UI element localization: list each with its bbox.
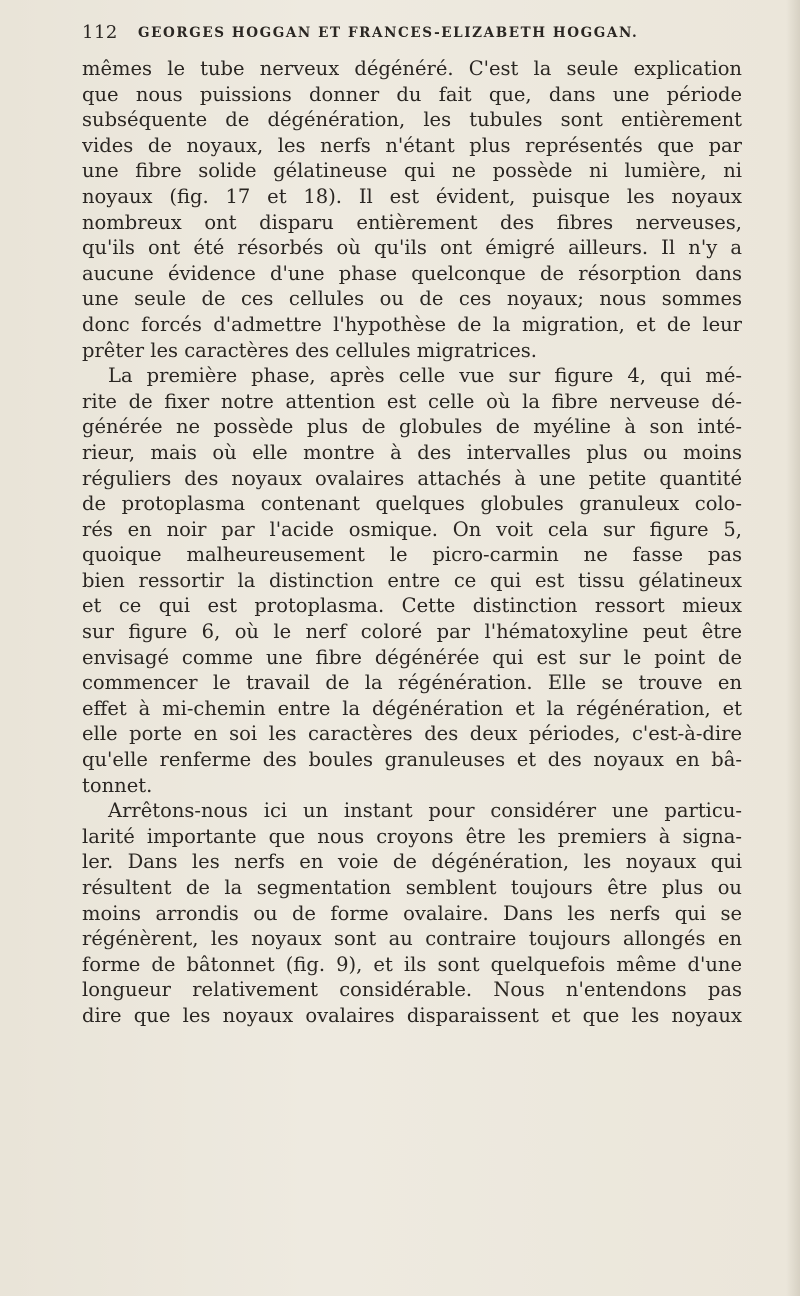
text-line: prêter les caractères des cellules migratrices.	[82, 338, 538, 362]
body-text	[82, 56, 742, 1029]
text-line: sur figure 6, où le nerf coloré par l'hématoxyline peut être	[82, 620, 742, 644]
text-line: générée ne possède plus de globules de myéline à son inté-	[82, 415, 742, 439]
page-number: 112	[82, 22, 118, 43]
text-line: longueur relativement considérable. Nous n'entendons pas	[82, 978, 742, 1002]
text-line: régénèrent, les noyaux sont au contraire toujours allongés en	[82, 927, 742, 951]
text-line: rés en noir par l'acide osmique. On voit cela sur figure 5,	[82, 517, 742, 541]
text-line: que nous puissions donner du fait que, dans une période	[82, 82, 742, 106]
running-head: GEORGES HOGGAN ET FRANCES-ELIZABETH HOGGAN.	[138, 25, 639, 41]
text-line: une fibre solide gélatineuse qui ne possède ni lumière, ni	[82, 159, 742, 183]
text-line: Arrêtons-nous ici un instant pour considérer une particu-	[108, 799, 742, 823]
text-line: qu'ils ont été résorbés où qu'ils ont émigré ailleurs. Il n'y a	[82, 236, 742, 260]
text-line: noyaux (fig. 17 et 18). Il est évident, puisque les noyaux	[82, 184, 742, 208]
text-line: commencer le travail de la régénération. Elle se trouve en	[82, 671, 742, 695]
text-line: rite de fixer notre attention est celle où la fibre nerveuse dé-	[82, 389, 742, 413]
page-edge-shadow	[786, 0, 800, 1296]
text-line: une seule de ces cellules ou de ces noyaux; nous sommes	[82, 287, 742, 311]
text-line: qu'elle renferme des boules granuleuses et des noyaux en bâ-	[82, 748, 742, 772]
text-line: ler. Dans les nerfs en voie de dégénération, les noyaux qui	[82, 850, 742, 874]
text-line: moins arrondis ou de forme ovalaire. Dans les nerfs qui se	[82, 901, 742, 925]
text-line: larité importante que nous croyons être les premiers à signa-	[82, 824, 742, 848]
text-line: tonnet.	[82, 773, 153, 797]
text-line: donc forcés d'admettre l'hypothèse de la migration, et de leur	[82, 312, 742, 336]
text-line: et ce qui est protoplasma. Cette distinction ressort mieux	[82, 594, 742, 618]
text-line: aucune évidence d'une phase quelconque de résorption dans	[82, 261, 742, 285]
text-line: subséquente de dégénération, les tubules sont entièrement	[82, 108, 742, 132]
text-line: vides de noyaux, les nerfs n'étant plus représentés que par	[82, 133, 742, 157]
text-line: de protoplasma contenant quelques globules granuleux colo-	[82, 492, 742, 516]
text-line: dire que les noyaux ovalaires disparaissent et que les noyaux	[82, 1003, 742, 1027]
text-line: bien ressortir la distinction entre ce qui est tissu gélatineux	[82, 568, 742, 592]
text-line: nombreux ont disparu entièrement des fibres nerveuses,	[82, 210, 742, 234]
text-line: La première phase, après celle vue sur figure 4, qui mé-	[108, 364, 742, 388]
text-line: elle porte en soi les caractères des deux périodes, c'est-à-dire	[82, 722, 742, 746]
text-line: mêmes le tube nerveux dégénéré. C'est la seule explication	[82, 57, 742, 80]
text-line: quoique malheureusement le picro-carmin ne fasse pas	[82, 543, 742, 567]
text-line: effet à mi-chemin entre la dégénération et la régénération, et	[82, 696, 742, 720]
text-line: forme de bâtonnet (fig. 9), et ils sont quelquefois même d'une	[82, 952, 742, 976]
text-line: réguliers des noyaux ovalaires attachés à une petite quantité	[82, 466, 742, 490]
text-line: résultent de la segmentation semblent toujours être plus ou	[82, 876, 742, 899]
page-header	[82, 22, 742, 50]
text-line: envisagé comme une fibre dégénérée qui est sur le point de	[82, 645, 742, 669]
text-line: rieur, mais où elle montre à des intervalles plus ou moins	[82, 440, 742, 464]
